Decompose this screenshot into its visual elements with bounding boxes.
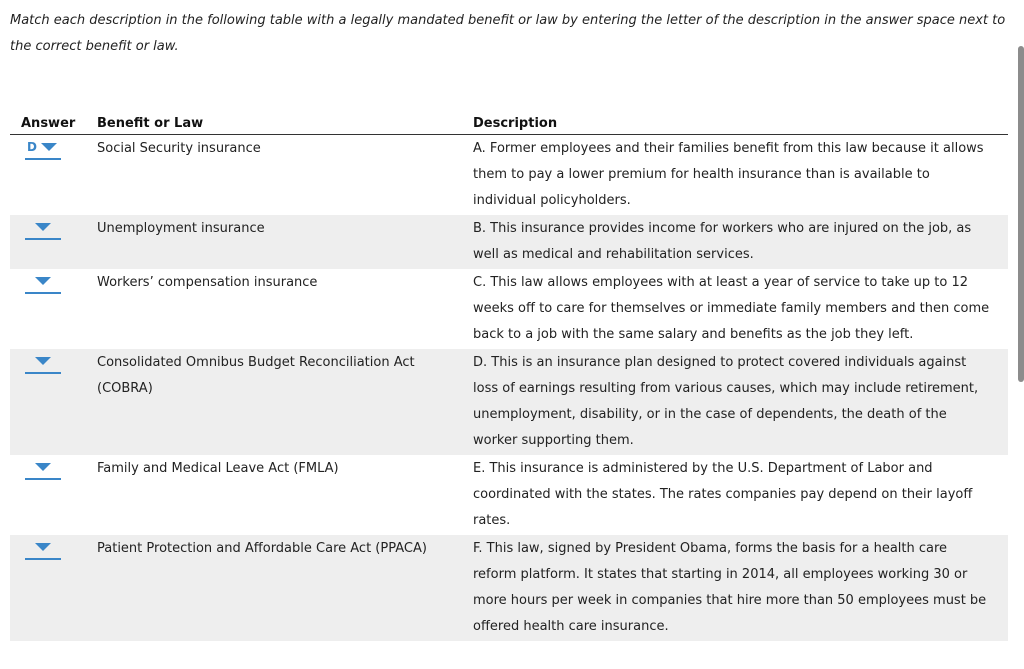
benefit-name: Consolidated Omnibus Budget Reconciliation Act (COBRA)	[97, 349, 463, 455]
table-row	[10, 215, 1008, 269]
description-text: D. This is an insurance plan designed to protect covered individuals against loss of earnings resulting from various causes, which may include retirement, unemployment, disability, or in the case of dependents, the death of the worker supporting them.	[463, 349, 1008, 455]
chevron-down-icon	[35, 357, 51, 365]
description-text: F. This law, signed by President Obama, forms the basis for a health care reform platform. It states that starting in 2014, all employees working 30 or more hours per week in companies that hire more than 50 employees must be offered health care insurance.	[463, 535, 1008, 641]
answer-dropdown-5[interactable]	[25, 458, 61, 480]
answer-dropdown-2[interactable]	[25, 218, 61, 240]
description-column-header: Description	[463, 112, 1008, 135]
answer-dropdown-6[interactable]	[25, 538, 61, 560]
answer-dropdown-1[interactable]	[25, 138, 61, 160]
answer-dropdown-3[interactable]	[25, 272, 61, 294]
chevron-down-icon	[41, 143, 57, 151]
table-row	[10, 269, 1008, 349]
scrollbar[interactable]	[1018, 46, 1024, 382]
benefit-name: Patient Protection and Affordable Care Act (PPACA)	[97, 535, 463, 641]
table-header-row	[10, 112, 1008, 135]
description-text: C. This law allows employees with at least a year of service to take up to 12 weeks off to care for themselves or immediate family members and then come back to a job with the same salary and benefits as the job they left.	[473, 275, 990, 342]
chevron-down-icon	[35, 463, 51, 471]
chevron-down-icon	[35, 543, 51, 551]
answer-selected-value: D	[27, 140, 37, 154]
matching-table	[10, 112, 1008, 641]
description-text: B. This insurance provides income for workers who are injured on the job, as well as medical and rehabilitation services.	[463, 215, 1008, 269]
answer-dropdown-4[interactable]	[25, 352, 61, 374]
description-text: E. This insurance is administered by the U.S. Department of Labor and coordinated with the states. The rates companies pay depend on their layoff rates.	[473, 461, 973, 528]
benefit-name: Workers’ compensation insurance	[97, 275, 318, 290]
benefit-name: Social Security insurance	[97, 141, 261, 156]
table-row	[10, 349, 1008, 455]
description-text: A. Former employees and their families benefit from this law because it allows them to pay a lower premium for health insurance than is available to individual policyholders.	[473, 141, 984, 208]
benefit-name: Family and Medical Leave Act (FMLA)	[97, 461, 339, 476]
benefit-name: Unemployment insurance	[97, 215, 463, 269]
table-row	[10, 135, 1008, 216]
instructions-text: Match each description in the following table with a legally mandated benefit or law by entering the letter of the description in the answer space next to the correct benefit or law.	[10, 13, 1006, 54]
table-row	[10, 535, 1008, 641]
table-row	[10, 455, 1008, 535]
answer-column-header: Answer	[10, 112, 97, 135]
chevron-down-icon	[35, 223, 51, 231]
benefit-column-header: Benefit or Law	[97, 112, 463, 135]
chevron-down-icon	[35, 277, 51, 285]
